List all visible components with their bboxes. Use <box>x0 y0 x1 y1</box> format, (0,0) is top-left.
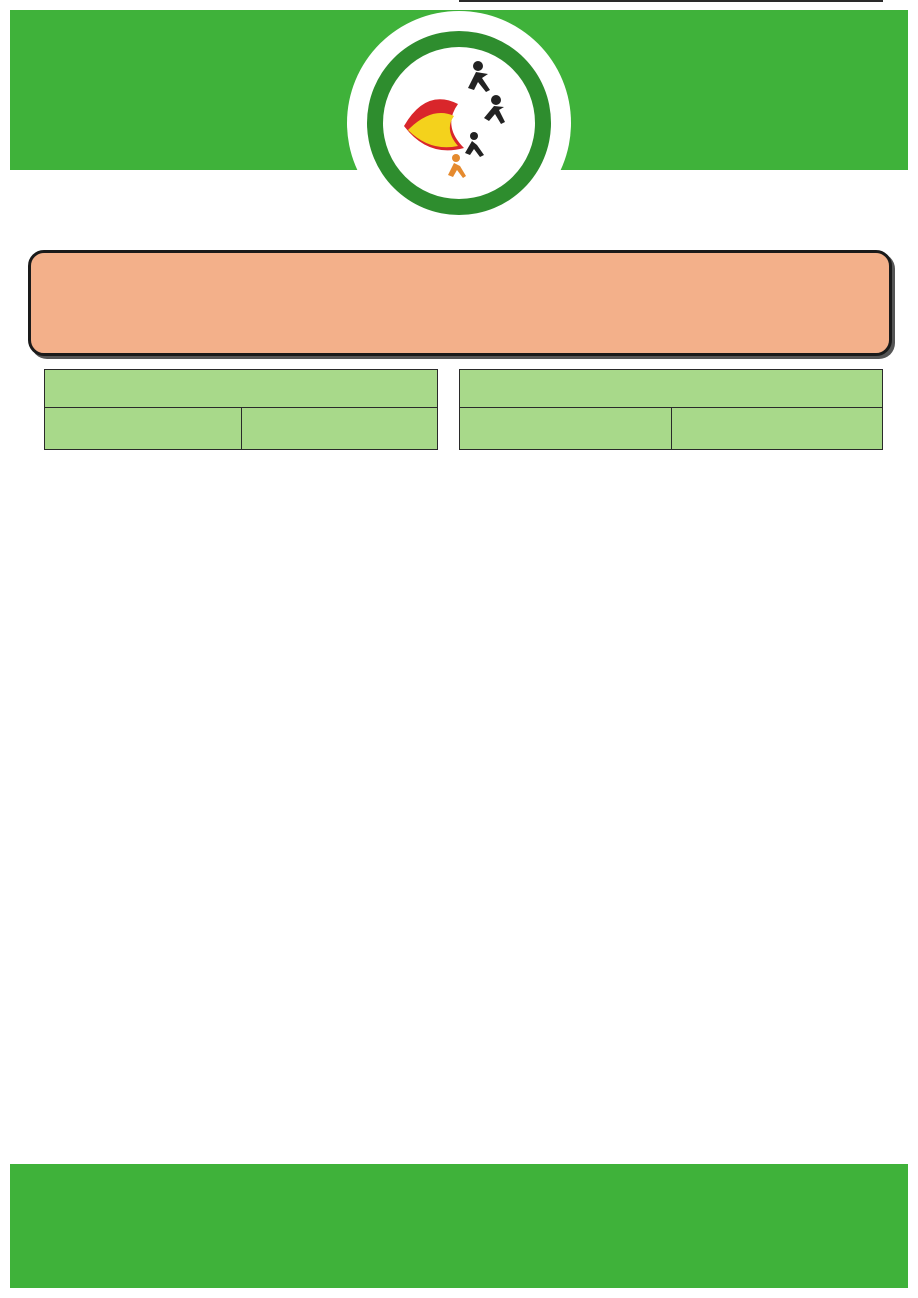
morning-schedule-table <box>459 369 883 450</box>
reference-arabic <box>866 186 880 246</box>
date-line-ar <box>866 216 880 246</box>
evening-period-header <box>45 370 438 408</box>
footer-band <box>10 1164 908 1288</box>
number-label-ar <box>866 186 880 216</box>
number-label-en <box>56 186 74 216</box>
federation-logo-icon <box>346 8 572 238</box>
evening-time-col-header <box>241 408 438 450</box>
federation-logo <box>346 8 572 238</box>
evening-schedule-table <box>44 369 438 450</box>
morning-time-col-header <box>671 408 883 450</box>
evening-event-col-header <box>45 408 242 450</box>
morning-empty-area <box>459 0 883 2</box>
date-line-en <box>56 216 74 246</box>
morning-event-col-header <box>460 408 672 450</box>
reference-english <box>56 186 74 246</box>
title-box <box>28 250 892 356</box>
morning-period-header <box>460 370 883 408</box>
